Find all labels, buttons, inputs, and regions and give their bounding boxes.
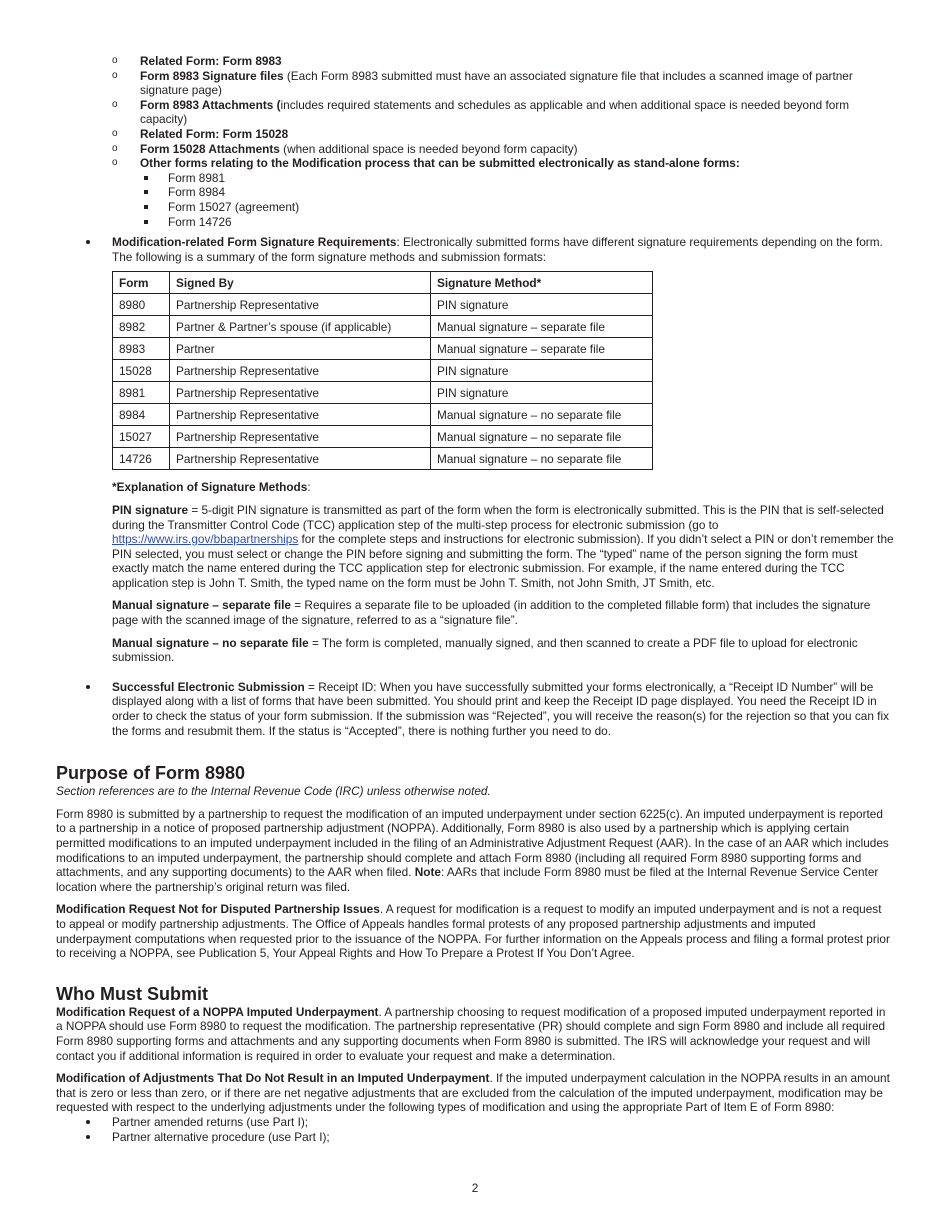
table-row	[113, 316, 653, 338]
table-cell: 14726	[113, 448, 170, 470]
table-cell: Partner	[170, 338, 431, 360]
pin-signature-paragraph	[56, 503, 894, 591]
list-item	[140, 69, 894, 98]
item-text: (when additional space is needed beyond form capacity)	[279, 141, 578, 156]
p2-text: . A request for modification is a request to modify an imputed underpayment and is not a request to appeal or modify partnership adjustments. The Office of Appeals handles formal protests of any proposed partnership adjustments and imputed underpayment computations when requested prior to the issuance of the NOPPA. For further information on the Appeals process and filing a formal protest prior to receiving a NOPPA, see Publication 5, Your Appeal Rights and How To Prepare a Protest If You Don’t Agree.	[56, 902, 890, 961]
table-row	[113, 338, 653, 360]
pin-text-1: = 5-digit PIN signature is transmitted as part of the form when the form is electronically submitted. This is the PIN that is self-selected during the Transmitter Control Code (TCC) application step of the multi-step process for electronic submission (go to	[112, 502, 884, 532]
table-cell: Manual signature – no separate file	[431, 404, 653, 426]
manual-separate-paragraph	[56, 598, 894, 627]
table-cell: 15027	[113, 426, 170, 448]
table-cell: Partnership Representative	[170, 448, 431, 470]
list-item	[112, 235, 894, 264]
table-cell: PIN signature	[431, 382, 653, 404]
table-row	[113, 404, 653, 426]
manual-no-separate-paragraph	[56, 636, 894, 665]
list-item: Partner amended returns (use Part I);	[112, 1115, 894, 1130]
item-text: (Each Form 8983 submitted must have an associated signature file that includes a scanned image of partner signature page)	[140, 68, 853, 98]
who-paragraph-1	[56, 1005, 894, 1063]
success-list	[56, 680, 894, 738]
table-cell: 8982	[113, 316, 170, 338]
table-row	[113, 448, 653, 470]
p1-text: Form 8980 is submitted by a partnership to request the modification of an imputed underpayment under section 6225(c). An imputed underpayment is reported to a partnership in a notice of proposed partnership adjustment (NOPPA). Additionally, Form 8980 is also used by a partnership which is applying certain permitted modifications to an imputed underpayment included in the filing of an Administrative Adjustment Request (AAR). In the case of an AAR which includes modifications to an imputed underpayment, the partnership should complete and attach Form 8980 (including all required Form 8980 supporting forms and attachments, and any supporting documents) to the AAR when filed.	[56, 806, 889, 880]
table-row	[113, 294, 653, 316]
nosep-bold: Manual signature – no separate file	[112, 635, 309, 650]
table-cell: Partnership Representative	[170, 382, 431, 404]
table-cell: Partnership Representative	[170, 294, 431, 316]
list-item	[140, 127, 894, 142]
table-cell: Manual signature – no separate file	[431, 426, 653, 448]
item-bold: Form 8983 Attachments (	[140, 97, 281, 112]
document-page	[56, 54, 894, 1144]
item-bold: Related Form: Form 15028	[140, 126, 289, 141]
item-bold: Successful Electronic Submission	[112, 679, 305, 694]
standalone-forms-list	[140, 171, 894, 229]
table-cell: PIN signature	[431, 294, 653, 316]
who-p1-bold: Modification Request of a NOPPA Imputed Underpayment	[56, 1004, 379, 1019]
bba-partnerships-link[interactable]: https://www.irs.gov/bbapartnerships	[112, 532, 299, 547]
purpose-subheading: Section references are to the Internal Revenue Code (IRC) unless otherwise noted.	[56, 784, 491, 799]
sep-bold: Manual signature – separate file	[112, 598, 291, 613]
table-header-row	[113, 272, 653, 294]
nosep-text: = The form is completed, manually signed, and then scanned to create a PDF file to upload for electronic submission.	[112, 635, 858, 665]
purpose-paragraph-1	[56, 807, 894, 895]
who-p2-bold: Modification of Adjustments That Do Not Result in an Imputed Underpayment	[56, 1071, 490, 1086]
item-text: = Receipt ID: When you have successfully submitted your forms electronically, a “Receipt ID Number” will be displayed along with a list of forms that have been submitted. You should print and keep the Receipt ID page displayed. You need the Receipt ID in order to check the status of your form submission. If the submission was “Rejected”, you will receive the reason(s) for the rejection so that you can fix the forms and resubmit them. If the status is “Accepted”, there is nothing further you need to do.	[112, 679, 889, 738]
list-item: Form 14726	[168, 215, 894, 230]
table-cell: 8980	[113, 294, 170, 316]
item-bold: Form 8983 Signature files	[140, 68, 284, 83]
page-number: 2	[471, 1181, 479, 1195]
list-item: Partner alternative procedure (use Part I);	[112, 1130, 894, 1145]
table-cell: Manual signature – separate file	[431, 316, 653, 338]
sep-text: = Requires a separate file to be uploaded (in addition to the completed fillable form) that includes the signature page with the scanned image of the signature, referred to as a “signature file”.	[112, 598, 871, 628]
explanation-title-text: *Explanation of Signature Methods	[112, 480, 308, 495]
column-header: Form	[113, 272, 170, 294]
pin-text-2: for the complete steps and instructions for electronic submission). If you didn’t select a PIN or don’t remember the PIN selected, you must select or change the PIN before signing and submitting the form. The “typed” name of the person signing the form must exactly match the name entered during the TCC application step for electronic submission. For example, if the name entered during the TCC application step is John T. Smith, the typed name on the form must be John T. Smith, not John Smith, JT Smith, etc.	[112, 532, 894, 590]
note-bold: Note	[414, 865, 441, 880]
list-item	[112, 680, 894, 738]
table-cell: 8981	[113, 382, 170, 404]
table-cell: Partnership Representative	[170, 404, 431, 426]
purpose-heading: Purpose of Form 8980	[56, 763, 246, 784]
item-bold: Modification-related Form Signature Requirements	[112, 235, 397, 250]
table-row	[113, 426, 653, 448]
list-item: Form 8981	[168, 171, 894, 186]
signature-req-list	[56, 235, 894, 264]
signature-table	[112, 271, 653, 470]
table-cell: Manual signature – separate file	[431, 338, 653, 360]
modification-types-list	[56, 1115, 894, 1144]
item-bold: Other forms relating to the Modification process that can be submitted electronically as stand-alone forms:	[140, 156, 740, 171]
who-heading: Who Must Submit	[56, 983, 208, 1004]
table-cell: PIN signature	[431, 360, 653, 382]
table-cell: 8984	[113, 404, 170, 426]
list-item	[140, 98, 894, 127]
table-cell: 15028	[113, 360, 170, 382]
who-paragraph-2	[56, 1071, 894, 1115]
list-item	[140, 156, 894, 229]
item-bold: Form 15028 Attachments	[140, 141, 280, 156]
table-cell: Manual signature – no separate file	[431, 448, 653, 470]
pin-bold: PIN signature	[112, 502, 189, 517]
related-forms-list	[56, 54, 894, 229]
item-text: : Electronically submitted forms have different signature requirements depending on the form. The following is a summary of the form signature methods and submission formats:	[112, 235, 883, 264]
list-item: Form 15027 (agreement)	[168, 200, 894, 215]
p2-bold: Modification Request Not for Disputed Partnership Issues	[56, 902, 380, 917]
item-text: includes required statements and schedules as applicable and when additional space is needed beyond form capacity)	[140, 97, 850, 127]
table-cell: Partnership Representative	[170, 360, 431, 382]
table-row	[113, 360, 653, 382]
note-text: : AARs that include Form 8980 must be filed at the Internal Revenue Service Center location where the partnership’s original return was filed.	[56, 865, 879, 894]
table-cell: 8983	[113, 338, 170, 360]
who-p1-text: . A partnership choosing to request modification of a proposed imputed underpayment reported in a NOPPA should use Form 8980 to request the modification. The partnership representative (PR) should complete and sign Form 8980 and include all required Form 8980 supporting forms and attachments and any supporting documents when Form 8980 is submitted. The IRS will acknowledge your request and will contact you if additional information is required in order to evaluate your request and make a determination.	[56, 1004, 886, 1063]
explanation-title	[56, 480, 894, 495]
explanation-colon: :	[307, 480, 311, 495]
column-header: Signed By	[170, 272, 431, 294]
column-header: Signature Method*	[431, 272, 653, 294]
list-item	[140, 54, 894, 69]
table-cell: Partnership Representative	[170, 426, 431, 448]
table-cell: Partner & Partner’s spouse (if applicable)	[170, 316, 431, 338]
who-p2-text: . If the imputed underpayment calculation in the NOPPA results in an amount that is zero or less than zero, or if there are net negative adjustments that are excluded from the calculation of the imputed underpayment, modification may be requested with respect to the underlying adjustments under the following types of modification and using the appropriate Part of Item E of Form 8980:	[56, 1071, 890, 1115]
item-bold: Related Form: Form 8983	[140, 54, 282, 68]
purpose-paragraph-2	[56, 902, 894, 960]
list-item: Form 8984	[168, 185, 894, 200]
list-item	[140, 142, 894, 157]
table-row	[113, 382, 653, 404]
